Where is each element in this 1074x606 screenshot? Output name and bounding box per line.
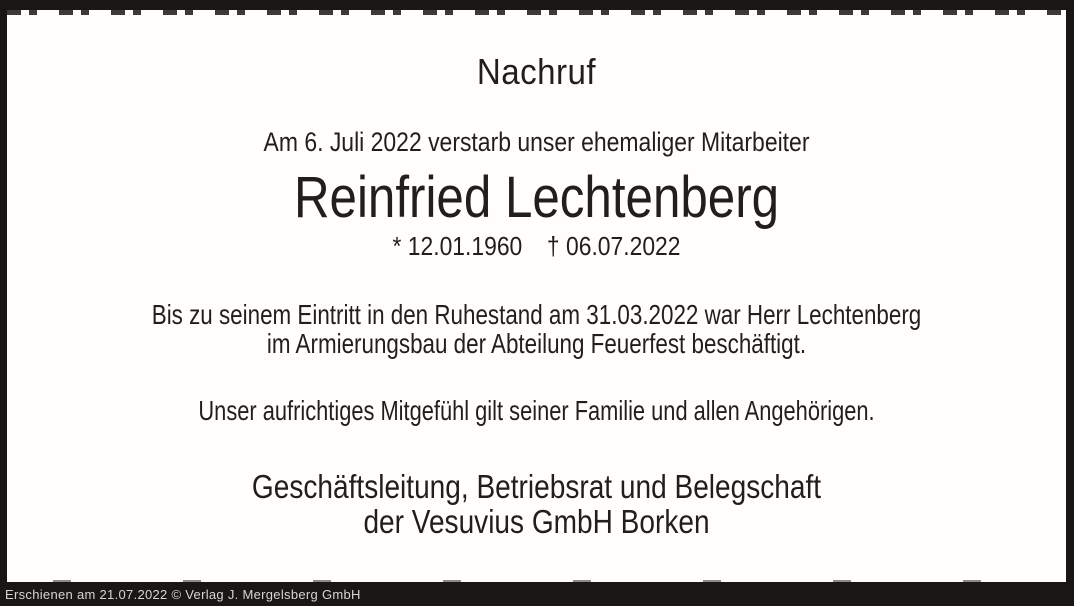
obituary-body-line-1: Bis zu seinem Eintritt in den Ruhestand am 31.03.2022 war Herr Lechtenberg: [151, 299, 922, 330]
torn-paper-edge-top: [7, 10, 1066, 15]
birth-date: * 12.01.1960: [392, 231, 523, 261]
deceased-name: Reinfried Lechtenberg: [293, 165, 780, 230]
obituary-intro-line: Am 6. Juli 2022 verstarb unser ehemaliger Mitarbeiter: [263, 127, 810, 157]
condolence-line: Unser aufrichtiges Mitgefühl gilt seiner Familie und allen Angehörigen.: [198, 395, 875, 426]
closing-signature: [86, 469, 986, 539]
death-date: † 06.07.2022: [546, 231, 681, 261]
obituary-paper: [7, 10, 1066, 582]
obituary-title: Nachruf: [476, 51, 597, 92]
closing-line-1: Geschäftsleitung, Betriebsrat und Belegschaft: [251, 468, 822, 505]
obituary-body: [113, 300, 960, 358]
publisher-credit: Erschienen am 21.07.2022 © Verlag J. Mergelsberg GmbH: [5, 587, 361, 602]
obituary-body-line-2: im Armierungsbau der Abteilung Feuerfest beschäftigt.: [266, 328, 807, 359]
life-dates: [71, 231, 1003, 262]
closing-line-2: der Vesuvius GmbH Borken: [363, 503, 710, 540]
torn-paper-edge-bottom: [7, 580, 1066, 582]
